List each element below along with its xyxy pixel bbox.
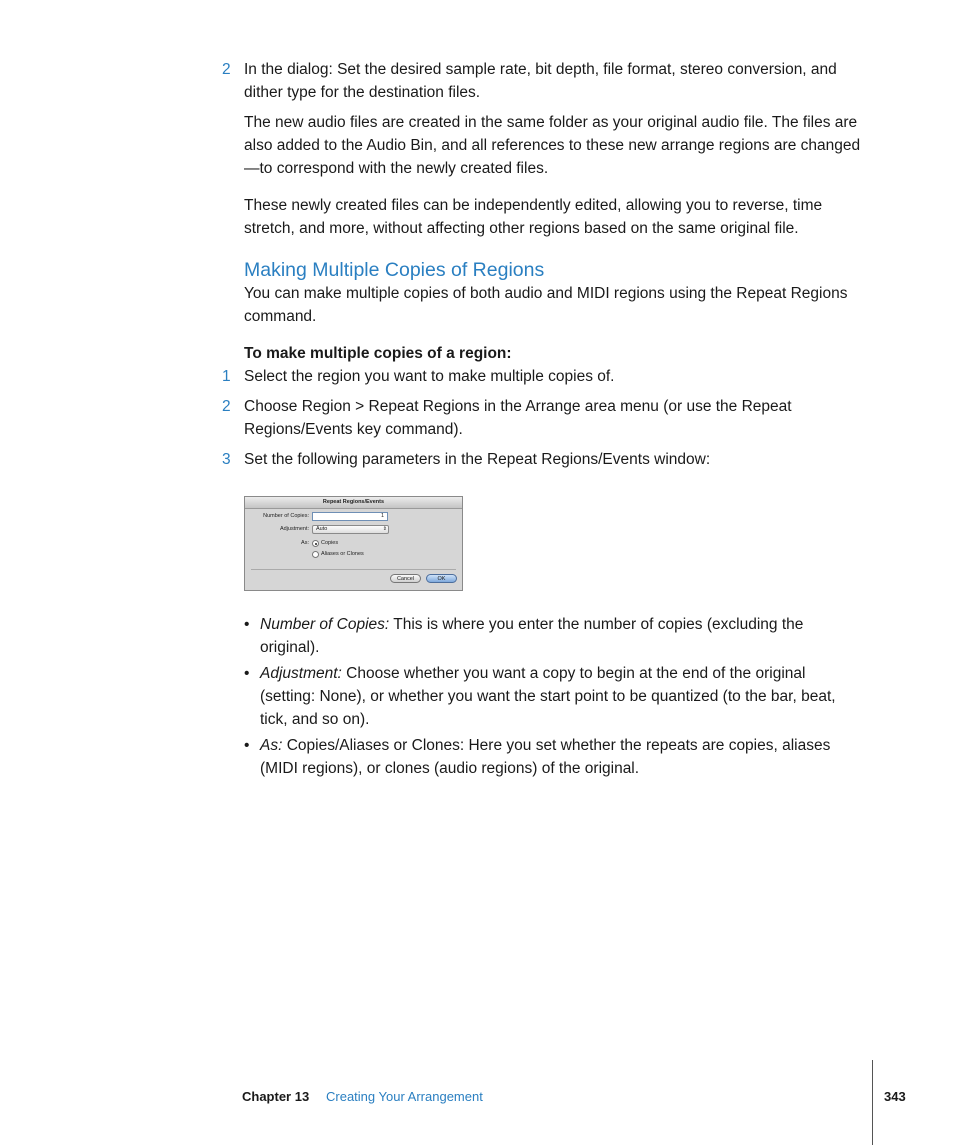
step-text: In the dialog: Set the desired sample rate, bit depth, file format, stereo conversion, and dither type for the destination files. (244, 61, 837, 101)
bullet-term: Adjustment: (260, 665, 342, 682)
step-text: Set the following parameters in the Repeat Regions/Events window: (244, 451, 711, 468)
step-text: Select the region you want to make multiple copies of. (244, 368, 615, 385)
aliases-radio-label: Aliases or Clones (321, 551, 364, 557)
bullet-dot: • (244, 616, 250, 633)
bullet-term: As: (260, 737, 283, 754)
procedure-title: To make multiple copies of a region: (244, 345, 512, 362)
bullet-dot: • (244, 737, 250, 754)
step-text: Choose Region > Repeat Regions in the Arrange area menu (or use the Repeat Regions/Events key command). (244, 398, 792, 438)
adjustment-select[interactable] (312, 525, 389, 534)
step-number: 3 (222, 451, 231, 468)
section-intro: You can make multiple copies of both audio and MIDI regions using the Repeat Regions command. (244, 285, 848, 325)
bullet-dot: • (244, 665, 250, 682)
footer-divider (872, 1060, 873, 1145)
bullet-term: Number of Copies: (260, 616, 390, 633)
page-number: 343 (884, 1089, 906, 1104)
chevron-updown-icon: ⇕ (382, 526, 387, 532)
copies-label: Number of Copies: (263, 513, 309, 519)
bullet-text: Choose whether you want a copy to begin at the end of the original (setting: None), or whether you want the start point to be quantized (to the bar, beat, tick, and so on). (260, 665, 836, 728)
step-number: 2 (222, 61, 231, 78)
step-number: 1 (222, 368, 231, 385)
section-heading: Making Multiple Copies of Regions (244, 259, 545, 281)
copies-radio-label: Copies (321, 540, 339, 546)
footer-chapter: Chapter 13 (242, 1089, 310, 1104)
as-label: As: (301, 540, 309, 546)
aliases-radio[interactable] (312, 551, 319, 558)
bullet-text: Copies/Aliases or Clones: Here you set whether the repeats are copies, aliases (MIDI regions), or clones (audio regions) of the original. (260, 737, 831, 777)
step-number: 2 (222, 398, 231, 415)
repeat-regions-dialog (244, 496, 463, 591)
cancel-button[interactable]: Cancel (390, 574, 421, 583)
dialog-separator (251, 569, 456, 570)
adjustment-label: Adjustment: (279, 526, 309, 532)
copies-radio[interactable] (312, 540, 319, 547)
adjustment-value: Auto (316, 526, 328, 532)
footer-chapter-title[interactable]: Creating Your Arrangement (326, 1089, 483, 1104)
dialog-title: Repeat Regions/Events (245, 497, 462, 509)
copies-input[interactable]: 1 (312, 512, 388, 521)
paragraph-independent-edit: These newly created files can be independently edited, allowing you to reverse, time stretch, and more, without affecting other regions based on the same original file. (244, 197, 823, 237)
bullet-text: This is where you enter the number of copies (excluding the original). (260, 616, 804, 656)
ok-button[interactable]: OK (426, 574, 457, 583)
paragraph-new-files: The new audio files are created in the same folder as your original audio file. The files are also added to the Audio Bin, and all references to these new arrange regions are changed—to correspond with the newly created files. (244, 114, 861, 177)
